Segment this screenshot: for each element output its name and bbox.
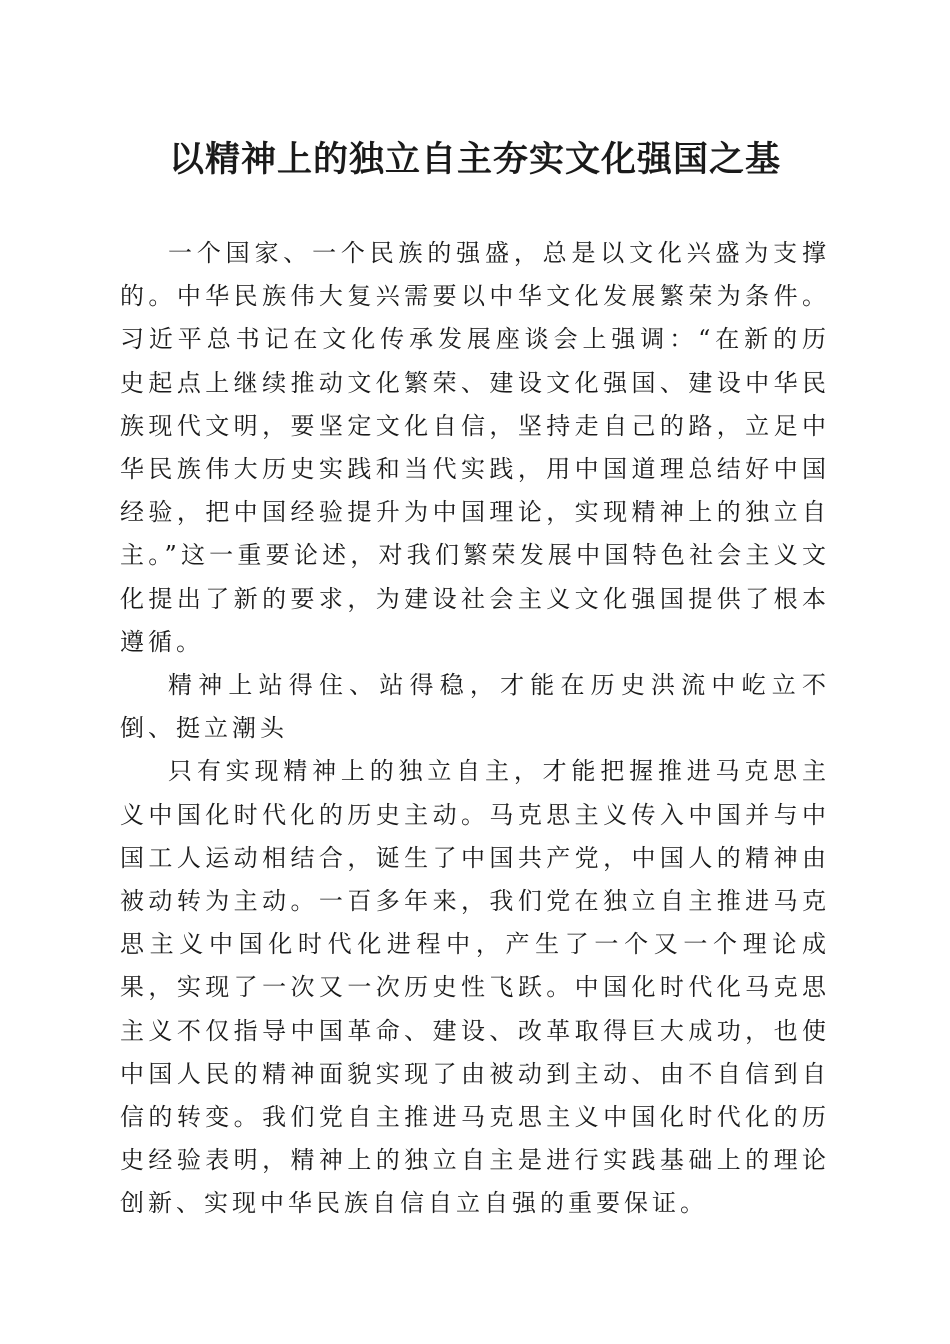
paragraph-subheading: 精神上站得住、站得稳，才能在历史洪流中屹立不倒、挺立潮头 [120, 671, 830, 743]
document-title: 以精神上的独立自主夯实文化强国之基 [168, 139, 781, 180]
paragraph-body: 只有实现精神上的独立自主，才能把握推进马克思主义中国化时代化的历史主动。马克思主义传入中国并与中国工人运动相结合，诞生了中国共产党，中国人的精神由被动转为主动。一百多年来，我们党在独立自主推进马克思主义中国化时代化进程中，产生了一个又一个理论成果，实现了一次又一次历史性飞跃。中国化时代化马克思主义不仅指导中国革命、建设、改革取得巨大成功，也使中国人民的精神面貌实现了由被动到主动、由不自信到自信的转变。我们党自主推进马克思主义中国化时代化的历史经验表明，精神上的独立自主是进行实践基础上的理论创新、实现中华民族自信自立自强的重要保证。 [120, 757, 830, 1218]
document-body [120, 232, 830, 1226]
paragraph-intro: 一个国家、一个民族的强盛，总是以文化兴盛为支撑的。中华民族伟大复兴需要以中华文化发展繁荣为条件。习近平总书记在文化传承发展座谈会上强调：“在新的历史起点上继续推动文化繁荣、建设文化强国、建设中华民族现代文明，要坚定文化自信，坚持走自己的路，立足中华民族伟大历史实践和当代实践，用中国道理总结好中国经验，把中国经验提升为中国理论，实现精神上的独立自主。”这一重要论述，对我们繁荣发展中国特色社会主义文化提出了新的要求，为建设社会主义文化强国提供了根本遵循。 [120, 239, 830, 656]
